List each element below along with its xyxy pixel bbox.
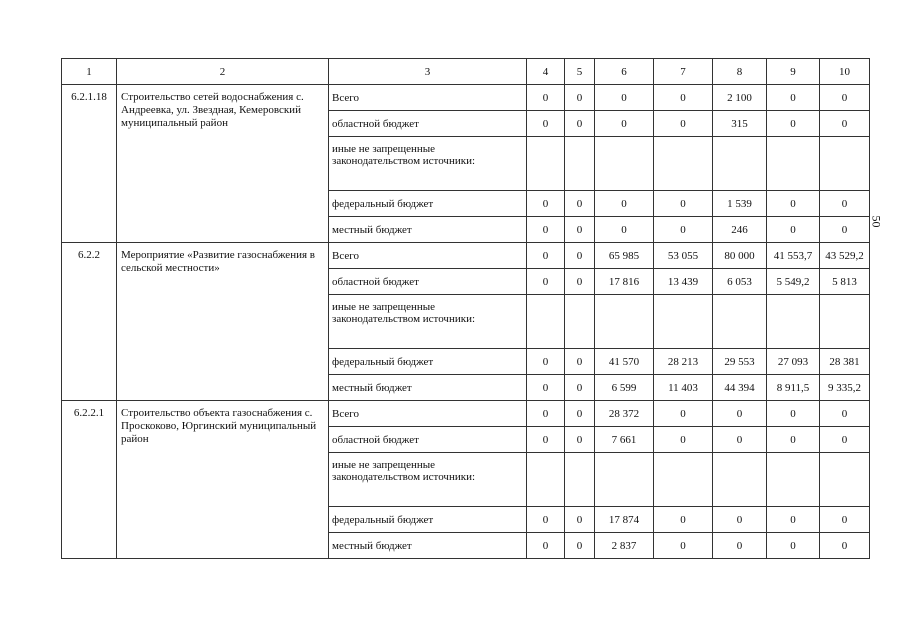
value-cell: [565, 295, 595, 349]
value-cell: 27 093: [767, 349, 820, 375]
value-cell: [713, 453, 767, 507]
value-cell: 0: [527, 427, 565, 453]
value-cell: 0: [565, 111, 595, 137]
value-cell: 0: [820, 217, 870, 243]
value-cell: 0: [565, 349, 595, 375]
column-header-cell: 10: [820, 59, 870, 85]
value-cell: 0: [595, 111, 654, 137]
value-cell: [820, 453, 870, 507]
value-cell: 0: [565, 507, 595, 533]
value-cell: 1 539: [713, 191, 767, 217]
value-cell: [767, 295, 820, 349]
funding-source: иные не запрещенные законодательством источники:: [329, 295, 527, 349]
value-cell: 29 553: [713, 349, 767, 375]
value-cell: [527, 453, 565, 507]
value-cell: 0: [565, 243, 595, 269]
value-cell: 0: [713, 427, 767, 453]
value-cell: 0: [527, 85, 565, 111]
funding-source: иные не запрещенные законодательством источники:: [329, 137, 527, 191]
value-cell: 0: [654, 191, 713, 217]
value-cell: [713, 295, 767, 349]
value-cell: [767, 137, 820, 191]
funding-source: областной бюджет: [329, 269, 527, 295]
value-cell: 0: [713, 533, 767, 559]
column-header-cell: 2: [117, 59, 329, 85]
item-name: Строительство объекта газоснабжения с. Проскоково, Юргинский муниципальный район: [117, 401, 329, 559]
value-cell: 0: [767, 217, 820, 243]
value-cell: 17 816: [595, 269, 654, 295]
value-cell: 0: [595, 191, 654, 217]
funding-source: местный бюджет: [329, 375, 527, 401]
value-cell: [527, 295, 565, 349]
value-cell: 6 053: [713, 269, 767, 295]
value-cell: 28 372: [595, 401, 654, 427]
value-cell: 0: [565, 401, 595, 427]
value-cell: [767, 453, 820, 507]
value-cell: 0: [565, 191, 595, 217]
value-cell: 0: [767, 507, 820, 533]
value-cell: 7 661: [595, 427, 654, 453]
value-cell: 17 874: [595, 507, 654, 533]
value-cell: 41 553,7: [767, 243, 820, 269]
value-cell: 0: [527, 269, 565, 295]
value-cell: 0: [820, 507, 870, 533]
column-header-cell: 3: [329, 59, 527, 85]
value-cell: 0: [820, 401, 870, 427]
value-cell: [654, 295, 713, 349]
value-cell: [713, 137, 767, 191]
item-name: Строительство сетей водоснабжения с. Андреевка, ул. Звездная, Кемеровский муниципальный район: [117, 85, 329, 243]
item-code: 6.2.1.18: [62, 85, 117, 243]
value-cell: 0: [527, 507, 565, 533]
value-cell: 0: [654, 111, 713, 137]
table-row: [62, 85, 870, 111]
value-cell: 2 100: [713, 85, 767, 111]
value-cell: 0: [654, 507, 713, 533]
value-cell: 0: [820, 533, 870, 559]
value-cell: 0: [565, 427, 595, 453]
value-cell: [654, 453, 713, 507]
value-cell: 0: [820, 191, 870, 217]
value-cell: 5 813: [820, 269, 870, 295]
value-cell: 41 570: [595, 349, 654, 375]
column-header-cell: 4: [527, 59, 565, 85]
column-header-cell: 1: [62, 59, 117, 85]
value-cell: 0: [527, 375, 565, 401]
funding-source: местный бюджет: [329, 533, 527, 559]
value-cell: 0: [595, 85, 654, 111]
budget-table: [61, 58, 870, 559]
value-cell: 65 985: [595, 243, 654, 269]
value-cell: [565, 453, 595, 507]
value-cell: 0: [654, 217, 713, 243]
value-cell: 0: [767, 401, 820, 427]
value-cell: 0: [527, 191, 565, 217]
funding-source: Всего: [329, 85, 527, 111]
value-cell: 0: [767, 111, 820, 137]
value-cell: 0: [713, 401, 767, 427]
budget-table-body: [62, 59, 870, 559]
column-header-cell: 6: [595, 59, 654, 85]
value-cell: 0: [527, 217, 565, 243]
value-cell: 0: [527, 401, 565, 427]
value-cell: 246: [713, 217, 767, 243]
funding-source: иные не запрещенные законодательством источники:: [329, 453, 527, 507]
value-cell: 44 394: [713, 375, 767, 401]
value-cell: 6 599: [595, 375, 654, 401]
value-cell: [595, 137, 654, 191]
value-cell: 11 403: [654, 375, 713, 401]
value-cell: 5 549,2: [767, 269, 820, 295]
page-number: 50: [869, 215, 884, 228]
value-cell: 28 381: [820, 349, 870, 375]
column-header-cell: 7: [654, 59, 713, 85]
column-header-cell: 5: [565, 59, 595, 85]
value-cell: 0: [565, 269, 595, 295]
value-cell: 2 837: [595, 533, 654, 559]
value-cell: 0: [565, 533, 595, 559]
funding-source: областной бюджет: [329, 111, 527, 137]
value-cell: 0: [527, 243, 565, 269]
funding-source: федеральный бюджет: [329, 507, 527, 533]
value-cell: 0: [767, 191, 820, 217]
item-code: 6.2.2.1: [62, 401, 117, 559]
value-cell: [565, 137, 595, 191]
value-cell: [595, 295, 654, 349]
value-cell: 13 439: [654, 269, 713, 295]
value-cell: 0: [654, 401, 713, 427]
funding-source: Всего: [329, 401, 527, 427]
value-cell: 0: [767, 85, 820, 111]
value-cell: 8 911,5: [767, 375, 820, 401]
value-cell: 0: [820, 85, 870, 111]
value-cell: 53 055: [654, 243, 713, 269]
value-cell: 0: [820, 427, 870, 453]
column-header-cell: 8: [713, 59, 767, 85]
item-code: 6.2.2: [62, 243, 117, 401]
value-cell: 0: [713, 507, 767, 533]
value-cell: 0: [654, 427, 713, 453]
value-cell: 0: [565, 375, 595, 401]
value-cell: [595, 453, 654, 507]
value-cell: [527, 137, 565, 191]
value-cell: 28 213: [654, 349, 713, 375]
value-cell: 43 529,2: [820, 243, 870, 269]
value-cell: 0: [565, 217, 595, 243]
funding-source: Всего: [329, 243, 527, 269]
value-cell: 0: [767, 427, 820, 453]
value-cell: 315: [713, 111, 767, 137]
value-cell: 0: [595, 217, 654, 243]
value-cell: 0: [654, 85, 713, 111]
value-cell: 0: [527, 111, 565, 137]
value-cell: [654, 137, 713, 191]
value-cell: [820, 137, 870, 191]
value-cell: 0: [565, 85, 595, 111]
value-cell: 0: [820, 111, 870, 137]
table-row: [62, 401, 870, 427]
column-header-row: [62, 59, 870, 85]
value-cell: 0: [527, 349, 565, 375]
value-cell: [820, 295, 870, 349]
table-row: [62, 243, 870, 269]
value-cell: 80 000: [713, 243, 767, 269]
item-name: Мероприятие «Развитие газоснабжения в сельской местности»: [117, 243, 329, 401]
funding-source: федеральный бюджет: [329, 191, 527, 217]
funding-source: местный бюджет: [329, 217, 527, 243]
funding-source: федеральный бюджет: [329, 349, 527, 375]
value-cell: 9 335,2: [820, 375, 870, 401]
value-cell: 0: [654, 533, 713, 559]
funding-source: областной бюджет: [329, 427, 527, 453]
value-cell: 0: [767, 533, 820, 559]
value-cell: 0: [527, 533, 565, 559]
column-header-cell: 9: [767, 59, 820, 85]
